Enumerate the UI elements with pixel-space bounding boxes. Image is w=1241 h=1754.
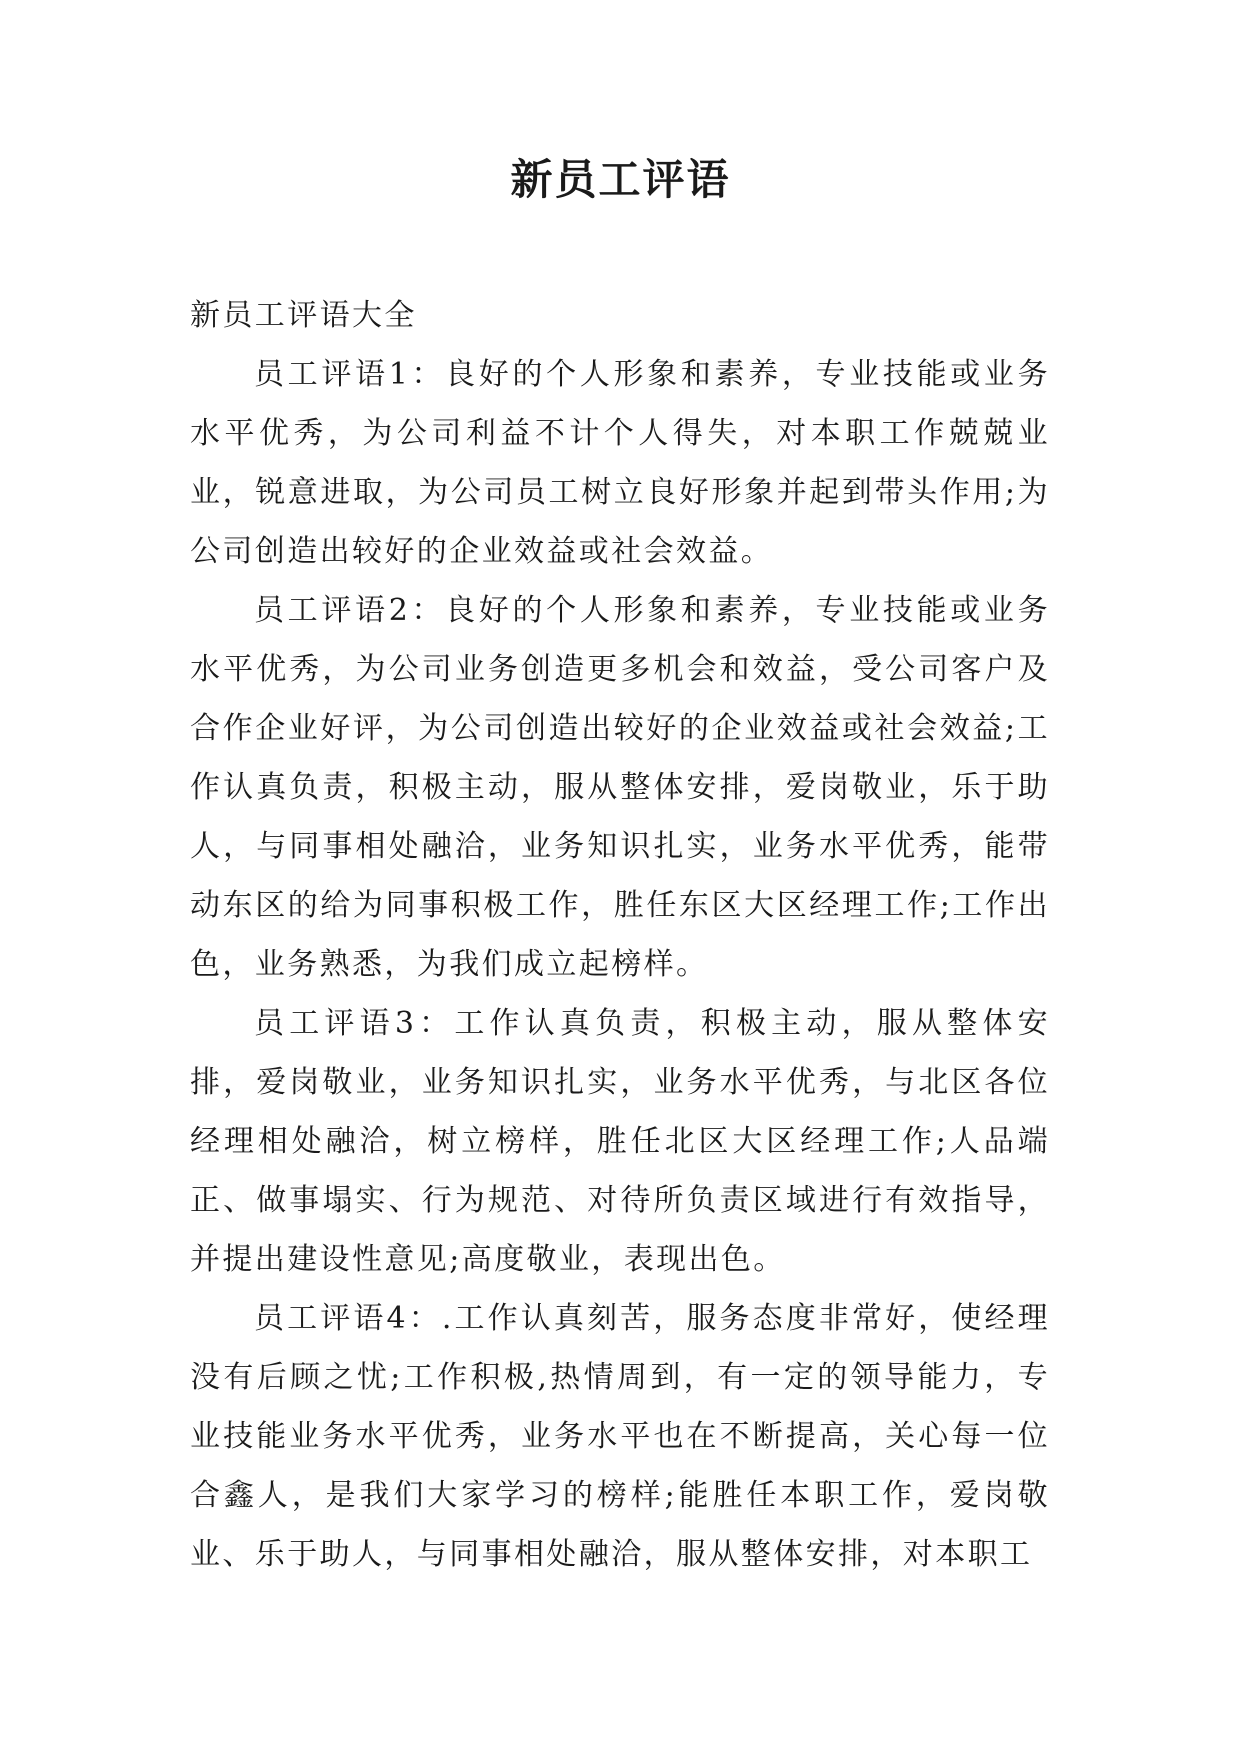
document-subtitle: 新员工评语大全 <box>190 298 417 333</box>
document-body <box>190 286 1050 1584</box>
paragraph-2: 员工评语2：良好的个人形象和素养，专业技能或业务水平优秀，为公司业务创造更多机会和效益，受公司客户及合作企业好评，为公司创造出较好的企业效益或社会效益;工作认真负责，积极主动，服从整体安排，爱岗敬业，乐于助人，与同事相处融洽，业务知识扎实，业务水平优秀，能带动东区的给为同事积极工作，胜任东区大区经理工作;工作出色，业务熟悉，为我们成立起榜样。 <box>190 593 1050 982</box>
paragraph-3: 员工评语3：工作认真负责，积极主动，服从整体安排，爱岗敬业，业务知识扎实，业务水平优秀，与北区各位经理相处融洽，树立榜样，胜任北区大区经理工作;人品端正、做事塌实、行为规范、对待所负责区域进行有效指导，并提出建设性意见;高度敬业，表现出色。 <box>190 1006 1050 1277</box>
document-title: 新员工评语 <box>510 155 731 204</box>
paragraph-1: 员工评语1：良好的个人形象和素养，专业技能或业务水平优秀，为公司利益不计个人得失，对本职工作兢兢业业，锐意进取，为公司员工树立良好形象并起到带头作用;为公司创造出较好的企业效益或社会效益。 <box>190 357 1050 569</box>
paragraph-4: 员工评语4：.工作认真刻苦，服务态度非常好，使经理没有后顾之忧;工作积极,热情周到，有一定的领导能力，专业技能业务水平优秀，业务水平也在不断提高，关心每一位合鑫人，是我们大家学习的榜样;能胜任本职工作，爱岗敬业、乐于助人，与同事相处融洽，服从整体安排，对本职工 <box>190 1301 1050 1572</box>
